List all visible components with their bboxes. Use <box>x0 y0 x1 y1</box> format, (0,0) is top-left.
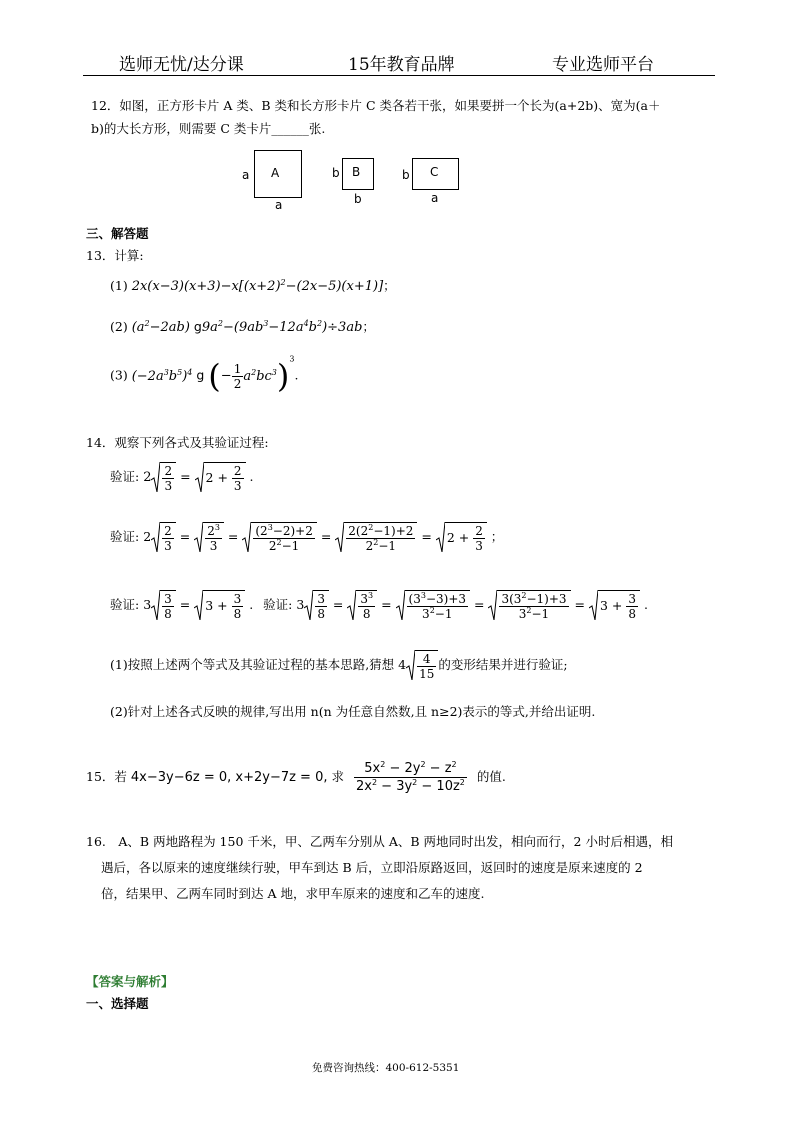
q14-verify-3: 验证: 3 $\frac{3}{8}$ = 3 + $\frac{3}{8}$ . 验证: 3 $\frac{3}{8}$ = $\frac{3^3}{8}$ = $\frac{(3^3-3)+3}{3^2-1}$ = $\frac{3(3^2-1)+3}{3^2-1}$ = 3 + $\frac{3}{8}$ . <box>110 591 648 621</box>
card-a-side: a <box>242 168 250 182</box>
header-center: 15年教育品牌 <box>348 55 455 75</box>
header-right: 专业选师平台 <box>552 55 654 75</box>
q14-sub2: (2)针对上述各式反映的规律,写出用 n(n 为任意自然数,且 n≥2)表示的等式,并给出证明. <box>110 704 596 719</box>
q16-line2: 遇后，各以原来的速度继续行驶，甲车到达 B 后，立即沿原路返回，返回时的速度是原来速度的 2 <box>101 860 643 875</box>
card-c-bottom: a <box>431 191 439 205</box>
header-left: 选师无忧/达分课 <box>119 55 244 75</box>
q13-part3: (3) $(-2a^3b^5)^4$ g (− $\frac{1}{2}$ $a^2bc^3)^3$. <box>110 354 299 395</box>
q12-line2: b)的大长方形，则需要 C 类卡片______张. <box>91 121 326 136</box>
card-c-side: b <box>402 168 410 182</box>
header-divider <box>83 75 715 76</box>
q14-verify-1: 验证: 2 $\frac{2}{3}$ = 2 + $\frac{2}{3}$ . <box>110 464 254 493</box>
q12-line1: 12．如图，正方形卡片 A 类、B 类和长方形卡片 C 类各若干张，如果要拼一个长为(a+2b)、宽为(a＋ <box>91 98 661 113</box>
card-b-name: B <box>352 165 361 179</box>
footer-hotline: 免费咨询热线：400-612-5351 <box>312 1062 460 1074</box>
q13-part1: (1) $2x(x-3)(x+3)-x[(x+2)^2-(2x-5)(x+1)]$； <box>110 278 396 294</box>
card-a-bottom: a <box>275 198 283 212</box>
q16-line1: 16. A、B 两地路程为 150 千米，甲、乙两车分别从 A、B 两地同时出发，相向而行，2 小时后相遇，相 <box>86 834 673 849</box>
q13-title: 13．计算: <box>86 248 144 263</box>
card-b-side: b <box>332 166 340 180</box>
q16-line3: 倍，结果甲、乙两车同时到达 A 地，求甲车原来的速度和乙车的速度. <box>101 886 485 901</box>
section-3-title: 三、解答题 <box>86 226 149 241</box>
q15: 15．若 4x−3y−6z = 0, x+2y−7z = 0, 求 $\frac{5x^2 - 2y^2 - z^2}{2x^2 - 3y^2 - 10z^2}$ 的值. <box>86 760 506 794</box>
q14-verify-2: 验证: 2 $\frac{2}{3}$ = $\frac{2^3}{3}$ = $\frac{(2^3-2)+2}{2^2-1}$ = $\frac{2(2^2-1)+2}{2^2-1}$ = 2 + $\frac{2}{3}$ ； <box>110 523 504 553</box>
card-b-bottom: b <box>354 192 362 206</box>
card-c-name: C <box>430 165 439 179</box>
q13-part2: (2) $(a^2-2ab)$ $g9a^2-(9ab^3-12a^4b^2)\div 3ab$； <box>110 319 375 335</box>
answer-title: 【答案与解析】 <box>86 974 174 989</box>
q14-sub1: (1)按照上述两个等式及其验证过程的基本思路,猜想 4 $\frac{4}{15}$ 的变形结果并进行验证; <box>110 652 568 681</box>
section-1-title: 一、选择题 <box>86 996 149 1011</box>
card-a-name: A <box>271 166 280 180</box>
q14-title: 14．观察下列各式及其验证过程: <box>86 435 269 450</box>
